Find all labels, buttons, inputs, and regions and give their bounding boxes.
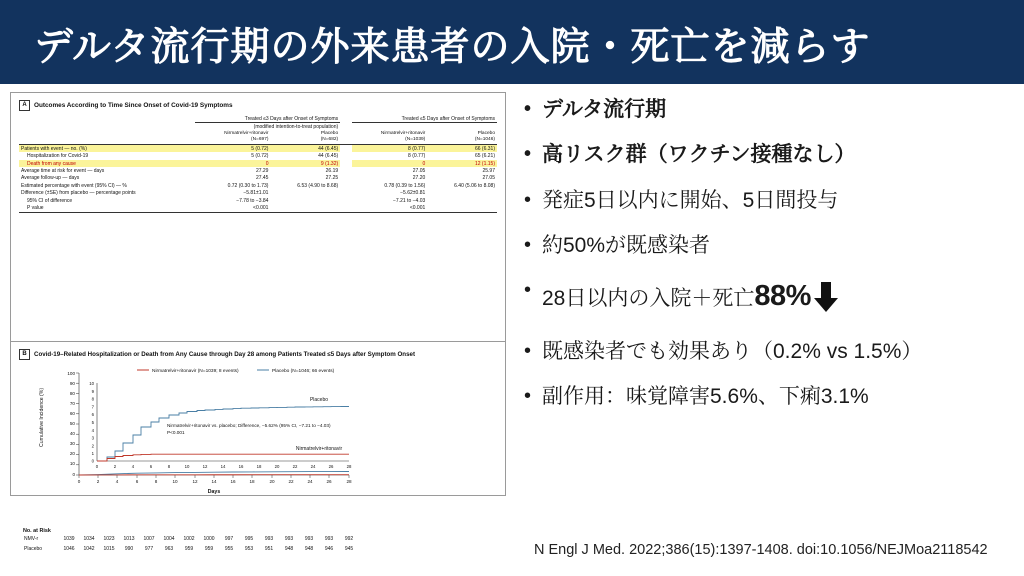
risk-value: 977 <box>144 545 154 552</box>
risk-value: 948 <box>284 545 294 552</box>
row-label: Death from any cause <box>19 160 195 167</box>
no-at-risk-table <box>23 527 359 554</box>
row-value: 8 (0.77) <box>408 153 426 160</box>
bullet-item-2 <box>520 141 1020 169</box>
row-value: <0.001 <box>352 205 427 213</box>
svg-text:30: 30 <box>69 441 75 446</box>
panel-b-header <box>19 349 415 360</box>
svg-text:14: 14 <box>220 464 226 469</box>
svg-text:10: 10 <box>89 381 94 386</box>
bullet-text: 高リスク群（ワクチン接種なし） <box>542 143 856 167</box>
page-title: デルタ流行期の外来患者の入院・死亡を減らす <box>34 26 871 69</box>
table-group-subnote-row <box>19 123 497 131</box>
risk-value: 993 <box>324 536 334 543</box>
svg-text:40: 40 <box>69 431 75 436</box>
row-value: −5.62±0.81 <box>400 190 426 197</box>
panel-a-header <box>19 100 233 111</box>
row-value: 27.29 <box>255 167 269 174</box>
table-row <box>19 160 497 167</box>
citation: N Engl J Med. 2022;386(15):1397-1408. doi:10.1056/NEJMoa2118542 <box>534 542 988 558</box>
row-value: 5 (0.72) <box>195 145 270 153</box>
risk-row-label: Placebo <box>24 545 43 552</box>
row-value: 8 (0.77) <box>352 145 427 153</box>
row-value: 26.19 <box>325 167 339 174</box>
risk-value: 1002 <box>183 536 195 543</box>
bullet-item-5 <box>520 277 1020 316</box>
svg-text:4: 4 <box>131 464 135 469</box>
risk-value: 990 <box>124 545 134 552</box>
svg-text:8: 8 <box>91 396 94 402</box>
figure-divider <box>11 341 505 342</box>
bullet-emphasis-percent: 88% <box>754 280 811 313</box>
risk-value: 992 <box>344 536 354 543</box>
panel-b-letter: B <box>19 349 30 360</box>
risk-value: 993 <box>304 536 314 543</box>
row-value: <0.001 <box>195 205 270 213</box>
bullet-item-3 <box>520 187 1020 215</box>
placebo-curve-label: Placebo <box>309 397 329 403</box>
risk-value: 959 <box>204 545 214 552</box>
chart-legend <box>137 368 335 374</box>
table-row <box>19 167 497 174</box>
row-label: Hospitalization for Covid-19 <box>27 153 89 160</box>
risk-value: 1023 <box>103 536 115 543</box>
risk-value: 993 <box>264 536 274 543</box>
risk-value: 959 <box>184 545 194 552</box>
svg-text:20: 20 <box>269 479 275 484</box>
svg-text:0: 0 <box>91 458 94 464</box>
svg-text:12: 12 <box>202 464 208 469</box>
table-row <box>19 205 497 213</box>
risk-value: 945 <box>344 545 354 552</box>
svg-text:50: 50 <box>69 421 75 426</box>
down-arrow-icon <box>813 282 839 312</box>
svg-text:6: 6 <box>135 479 139 484</box>
title-bar <box>0 0 1024 84</box>
svg-text:26: 26 <box>328 464 334 469</box>
svg-text:0: 0 <box>77 479 81 484</box>
table-group-header-row <box>19 115 497 123</box>
table-row <box>19 197 497 204</box>
placebo-curve-inset <box>97 407 349 462</box>
row-value: 0 <box>195 160 270 167</box>
row-value <box>427 190 497 197</box>
panel-a-letter: A <box>19 100 30 111</box>
risk-value: 1000 <box>203 536 215 543</box>
svg-text:8: 8 <box>167 464 171 469</box>
table-row <box>19 145 497 153</box>
svg-text:60: 60 <box>69 411 75 416</box>
group-subnote: (modified intention-to-treat population) <box>253 124 339 131</box>
bullet-list <box>520 96 1020 428</box>
chart-svg <box>19 365 497 525</box>
row-value: 44 (6.45) <box>318 153 339 160</box>
bullet-text: 既感染者でも効果あり（0.2% vs 1.5%） <box>542 339 923 363</box>
svg-text:12: 12 <box>192 479 198 484</box>
row-value <box>270 190 340 197</box>
risk-value: 955 <box>224 545 234 552</box>
chart-annotation-line2: P<0.001 <box>167 430 185 435</box>
row-value: 44 (6.45) <box>270 145 340 153</box>
row-label: P value <box>19 205 195 213</box>
row-label: 95% CI of difference <box>27 197 73 204</box>
row-value: 9 (1.32) <box>270 160 340 167</box>
risk-value: 993 <box>284 536 294 543</box>
row-value: 0.78 (0.39 to 1.56) <box>384 182 426 189</box>
svg-text:9: 9 <box>91 388 94 394</box>
svg-text:16: 16 <box>230 479 236 484</box>
svg-text:10: 10 <box>184 464 190 469</box>
bullet-text: デルタ流行期 <box>542 98 667 121</box>
svg-text:1: 1 <box>91 451 94 457</box>
svg-text:0: 0 <box>72 472 75 477</box>
row-value: 12 (1.15) <box>427 160 497 167</box>
col-header-nmvr-5: Nirmatrelvir+ritonavir (N=1039) <box>352 131 427 145</box>
svg-text:90: 90 <box>69 381 75 386</box>
svg-text:Nirmatrelvir+ritonavir (N=1039: Nirmatrelvir+ritonavir (N=1039; 8 events) <box>152 369 239 374</box>
svg-text:4: 4 <box>115 479 119 484</box>
cumulative-incidence-chart <box>19 365 497 495</box>
bullet-text: 28日以内の入院＋死亡 <box>542 287 755 311</box>
group-header-5day: Treated ≤5 Days after Onset of Symptoms <box>352 115 497 123</box>
risk-value: 1042 <box>83 545 95 552</box>
table-column-header-row <box>19 131 497 145</box>
treatment-curve-label: Nirmatrelvir+ritonavir <box>295 446 343 452</box>
row-value: −5.81±1.01 <box>243 190 269 197</box>
row-value <box>270 197 340 204</box>
svg-text:4: 4 <box>91 427 94 433</box>
svg-text:20: 20 <box>274 464 280 469</box>
table-row <box>19 152 497 159</box>
risk-value: 948 <box>304 545 314 552</box>
row-label: Average time at risk for event — days <box>21 167 105 174</box>
row-value: 27.05 <box>482 175 495 182</box>
svg-text:26: 26 <box>326 479 332 484</box>
svg-text:28: 28 <box>346 479 352 484</box>
svg-text:18: 18 <box>256 464 262 469</box>
svg-text:6: 6 <box>149 464 153 469</box>
svg-text:16: 16 <box>238 464 244 469</box>
risk-value: 1007 <box>143 536 155 543</box>
table-row <box>19 175 497 182</box>
panel-b-title: Covid-19–Related Hospitalization or Death from Any Cause through Day 28 among Patients Treated ≤5 Days after Symptom Onset <box>34 351 416 358</box>
group-header-3day: Treated ≤3 Days after Onset of Symptoms <box>195 115 340 123</box>
y-axis-label: Cumulative Incidence (%) <box>39 387 45 447</box>
svg-text:24: 24 <box>307 479 313 484</box>
svg-text:2: 2 <box>113 464 117 469</box>
svg-text:0: 0 <box>95 464 99 469</box>
row-value: 0 <box>352 160 427 167</box>
outcomes-table <box>19 115 497 213</box>
table-row <box>19 190 497 197</box>
risk-value: 1015 <box>103 545 115 552</box>
row-value: 66 (6.31) <box>427 145 497 153</box>
bullet-text: 約50%が既感染者 <box>542 234 711 258</box>
panel-a-title: Outcomes According to Time Since Onset of Covid-19 Symptoms <box>34 102 233 109</box>
svg-text:6: 6 <box>91 412 94 418</box>
svg-text:70: 70 <box>69 401 75 406</box>
row-value: 27.45 <box>255 175 269 182</box>
svg-text:14: 14 <box>211 479 217 484</box>
risk-value: 963 <box>164 545 174 552</box>
risk-title: No. at Risk <box>23 528 51 534</box>
svg-text:3: 3 <box>91 435 94 441</box>
risk-row-nmvr <box>23 535 359 545</box>
svg-text:22: 22 <box>292 464 298 469</box>
row-label: Estimated percentage with event (95% CI) — % <box>21 182 127 189</box>
risk-value: 1046 <box>63 545 75 552</box>
col-header-placebo-3: Placebo (N=682) <box>270 131 340 145</box>
svg-text:7: 7 <box>91 404 94 410</box>
svg-text:28: 28 <box>346 464 352 469</box>
risk-row-label: NMV-r <box>24 536 39 543</box>
risk-value: 1013 <box>123 536 135 543</box>
svg-text:18: 18 <box>249 479 255 484</box>
row-value: 0.72 (0.30 to 1.73) <box>227 182 269 189</box>
svg-text:Placebo (N=1046; 66 events): Placebo (N=1046; 66 events) <box>272 369 335 374</box>
svg-text:2: 2 <box>96 479 100 484</box>
svg-text:80: 80 <box>69 391 75 396</box>
risk-value: 953 <box>244 545 254 552</box>
row-label: Patients with event — no. (%) <box>19 145 195 153</box>
x-axis-label: Days <box>207 489 221 495</box>
row-label: Average follow-up — days <box>21 175 80 182</box>
risk-value: 1034 <box>83 536 95 543</box>
row-value <box>427 205 497 213</box>
bullet-text: 副作用：味覚障害5.6%、下痢3.1% <box>542 384 869 408</box>
row-value: 27.05 <box>412 167 426 174</box>
row-label: Difference (±SE) from placebo — percentage points <box>21 190 136 197</box>
bullet-item-4 <box>520 232 1020 260</box>
row-value: 27.25 <box>325 175 339 182</box>
figure-panel <box>10 92 506 552</box>
svg-text:20: 20 <box>69 451 75 456</box>
treatment-curve-inset <box>97 454 349 461</box>
bullet-item-6 <box>520 338 1020 366</box>
svg-text:10: 10 <box>172 479 178 484</box>
bullet-item-1 <box>520 96 1020 124</box>
table-row <box>19 182 497 189</box>
chart-annotation-line1: Nirmatrelvir+ritonavir vs. placebo; Difference, −5.62% (95% CI, −7.21 to −4.03) <box>167 423 331 428</box>
risk-row-placebo <box>23 545 359 555</box>
svg-text:8: 8 <box>154 479 158 484</box>
row-value: −7.78 to −3.84 <box>236 197 269 204</box>
risk-value: 1039 <box>63 536 75 543</box>
risk-value: 995 <box>244 536 254 543</box>
risk-value: 997 <box>224 536 234 543</box>
row-value: 27.20 <box>412 175 426 182</box>
risk-value: 1004 <box>163 536 175 543</box>
svg-text:2: 2 <box>91 443 94 449</box>
bullet-text: 発症5日以内に開始、5日間投与 <box>542 188 839 212</box>
svg-text:10: 10 <box>69 461 75 466</box>
row-value: −7.21 to −4.03 <box>393 197 426 204</box>
bullet-item-7 <box>520 383 1020 411</box>
row-value <box>427 197 497 204</box>
col-header-nmvr-3: Nirmatrelvir+ritonavir (N=697) <box>195 131 270 145</box>
risk-value: 951 <box>264 545 274 552</box>
svg-text:100: 100 <box>67 371 75 376</box>
svg-text:22: 22 <box>288 479 294 484</box>
col-header-placebo-5: Placebo (N=1046) <box>427 131 497 145</box>
svg-text:24: 24 <box>310 464 316 469</box>
row-value: 6.53 (4.90 to 8.68) <box>297 182 339 189</box>
svg-text:5: 5 <box>91 420 94 425</box>
row-value: 65 (6.21) <box>474 153 495 160</box>
row-value: 25.97 <box>482 167 495 174</box>
row-value: 5 (0.72) <box>251 153 269 160</box>
row-value: 6.40 (5.06 to 8.08) <box>454 182 495 189</box>
risk-value: 946 <box>324 545 334 552</box>
row-value <box>270 205 340 213</box>
